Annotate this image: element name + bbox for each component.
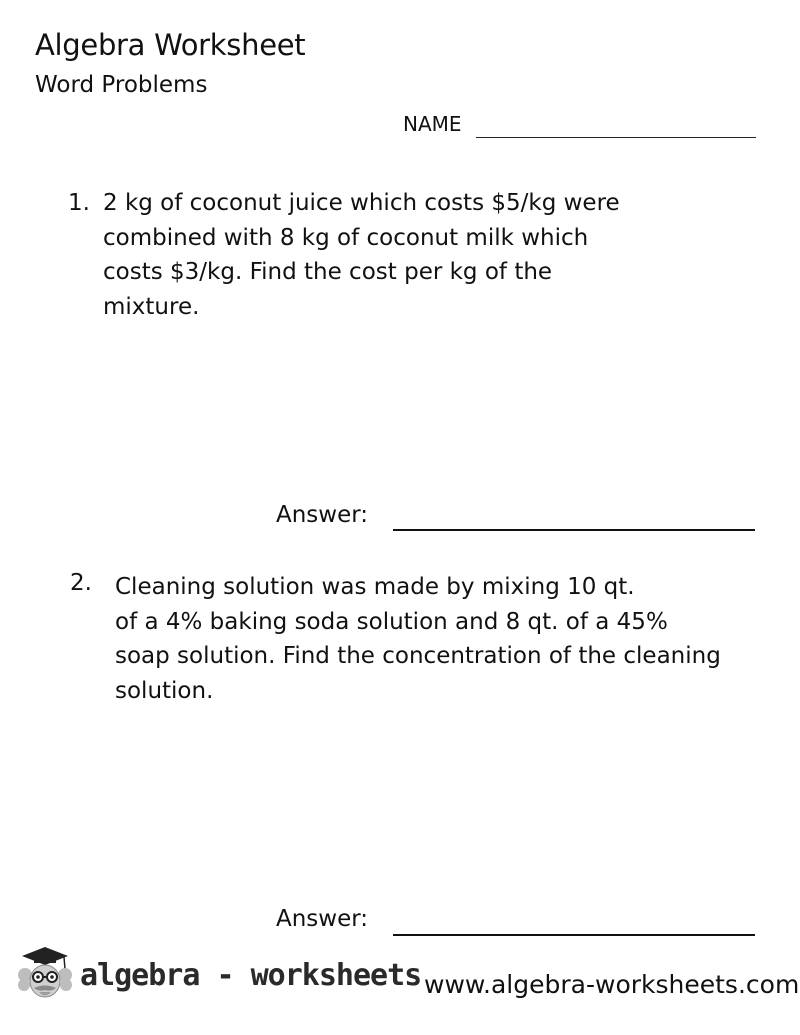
name-label: NAME [403,112,462,136]
problem-1-line: mixture. [103,293,200,320]
problem-1-line: 2 kg of coconut juice which costs $5/kg were [103,190,620,216]
problem-2-answer-line[interactable] [393,934,755,936]
problem-2-line: soap solution. Find the concentration of the cleaning [115,643,721,669]
brand-logo-text: algebra - worksheets [80,958,422,993]
problem-1-line: costs $3/kg. Find the cost per kg of the [103,259,553,285]
problem-2-text [115,570,775,708]
problem-1-number: 1. [68,190,90,216]
problem-1-line: combined with 8 kg of coconut milk which [103,224,589,251]
problem-2-line: solution. [115,677,214,704]
problem-1-answer-label: Answer: [276,502,369,528]
website-url[interactable]: www.algebra-worksheets.com [424,970,800,999]
problem-2-line: Cleaning solution was made by mixing 10 qt. [115,574,635,600]
problem-1-answer-line[interactable] [393,529,755,531]
graduate-mascot-icon [16,945,74,1003]
problem-1-text [103,186,663,324]
problem-2-answer-label: Answer: [276,906,369,932]
worksheet-subtitle: Word Problems [35,72,208,98]
problem-2-line: of a 4% baking soda solution and 8 qt. of a 45% [115,608,668,635]
worksheet-title: Algebra Worksheet [35,28,306,62]
name-blank-line[interactable] [476,137,756,138]
problem-2-number: 2. [70,570,92,596]
